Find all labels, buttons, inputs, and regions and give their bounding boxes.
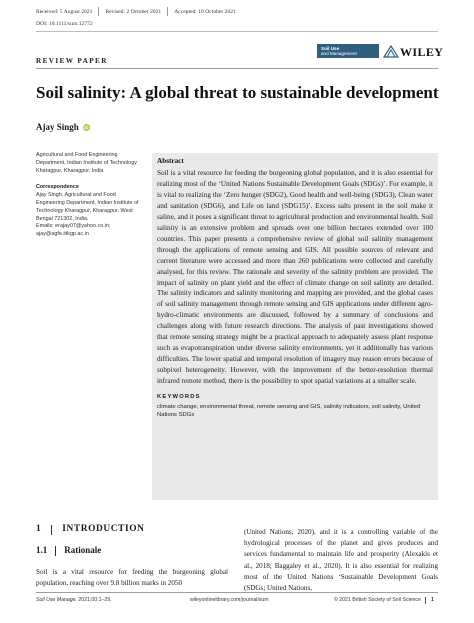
correspondence-heading: Correspondence <box>36 184 79 191</box>
journal-logo-line1: Soil Use <box>321 45 340 51</box>
correspondence-text: Ajay Singh, Agricultural and Food Engineering Department, Indian Institute of Technology Kharagpur, Kharagpur, West Bengal 721302, India. <box>36 192 139 222</box>
subsection-number: 1.1 <box>36 545 48 555</box>
abstract-body: Soil is a vital resource for feeding the burgeoning global population, and it is also essential for realizing most of the ‘United Nations Sustainable Development Goals (SDGs)’. For example, it is vital to realizing the ‘Zero hunger (SDG2), Good health and well-being (SDG3), Clean water and sanitation (SDG6), and Life on land (SDG15)’. Excess salts present in the soil make it saline, and it poses a significant threat to agricultural production and environmental health. Soil salinity is an extensive problem and spreads over one billion hectares extended over 100 countries. This paper presents a comprehensive review of global soil salinity management through the applications of remote sensing and GIS. All possible sources of relevant and current literature were accessed and more than 260 publications were collected and carefully analysed, for this review. The rationale and severity of the salinity problem are provided. The impact of salinity on plant yield and the effect of climate change on soil salinity are detailed. The salinity indicators and salinity monitoring and mapping are provided, and the global cases of soil salinity management through remote sensing and GIS applications under different agro-hydro-climatic environments are discussed, followed by a summary of conclusions and challenges along with future research directions. The analysis of past investigations showed that remote sensing strategy might be a practical approach to adequately assess plant response such as evapotranspiration under diverse salinity environments, yet it additionally has various difficulties. The lower spatial and temporal resolution of imagery may reason errors because of subpixel heterogeneity. However, with the improvement of the better-resolution thermal infrared remote method, there is the possibility to spot spatial variations at a smaller scale. <box>157 169 433 386</box>
footer-journal-abbrev: Soil Use Manage. <box>36 597 77 603</box>
footer-copyright: © 2021 British Society of Soil Science <box>334 597 421 603</box>
header-rule <box>36 31 438 32</box>
abstract-heading: Abstract <box>157 157 184 165</box>
footer-url[interactable]: wileyonlinelibrary.com/journal/sum <box>190 597 269 603</box>
footer-divider <box>425 597 426 604</box>
page-number: 1 <box>431 597 434 603</box>
intro-left-column-text: Soil is a vital resource for feeding the burgeoning global population, reaching over 9.8 billion marks in 2050 <box>36 568 228 588</box>
label-rule <box>36 68 438 69</box>
heading-divider <box>55 546 56 556</box>
correspondence-emails[interactable]: Emails: erajay07@yahoo.co.in; ajay@agfe.iitkgp.ac.in <box>36 223 111 238</box>
footer-volume: 2021;00:1–29. <box>76 597 112 603</box>
footer-rule <box>36 592 438 593</box>
intro-right-column-text: (United Nations, 2020), and it is a controlling variable of the hydrological processes of the planet and gives produces and services fundamental to maintain life and prosperity (Alexakis et al., 2018; Baggaley et al., 2020). It is also essential for realizing most of the United Nations ‘Sustainable Development Goals (SDGs; United Nations, <box>244 528 438 593</box>
abstract-box <box>152 153 438 500</box>
accepted-date: Accepted: 10 October 2021 <box>174 8 236 15</box>
keywords-heading: KEYWORDS <box>157 394 201 401</box>
footer-citation <box>36 597 112 603</box>
author-line <box>36 122 90 132</box>
article-title: Soil salinity: A global threat to sustainable development <box>36 83 439 102</box>
date-divider <box>167 7 168 16</box>
subsection-heading-rationale <box>36 545 101 556</box>
journal-logo-line2: and Management <box>321 50 357 56</box>
article-dates <box>36 7 236 16</box>
keywords-list: climate change, environmental threat, remote sensing and GIS, salinity indicators, soil salinity, United Nations SDGs <box>157 404 421 419</box>
section-number: 1 <box>36 524 42 534</box>
affiliation-text: Agricultural and Food Engineering Department, Indian Institute of Technology Kharagpur, Kharagpur, India <box>36 152 137 174</box>
date-divider <box>98 7 99 16</box>
doi-link[interactable]: DOI: 10.1111/sum.12772 <box>36 21 93 27</box>
section-title: INTRODUCTION <box>62 524 145 534</box>
article-type-label: REVIEW PAPER <box>36 57 108 65</box>
revised-date: Revised: 2 October 2021 <box>105 8 162 15</box>
subsection-title: Rationale <box>64 545 102 555</box>
publisher-logo: WILEY <box>400 45 444 59</box>
journal-logo <box>317 44 379 58</box>
author-name[interactable]: Ajay Singh <box>36 122 79 132</box>
affiliation-block <box>36 152 144 239</box>
orcid-icon[interactable]: iD <box>84 124 89 130</box>
section-heading-introduction <box>36 524 145 535</box>
heading-divider <box>51 525 52 535</box>
received-date: Received: 5 August 2021 <box>36 8 93 15</box>
society-logo-icon <box>382 44 400 58</box>
